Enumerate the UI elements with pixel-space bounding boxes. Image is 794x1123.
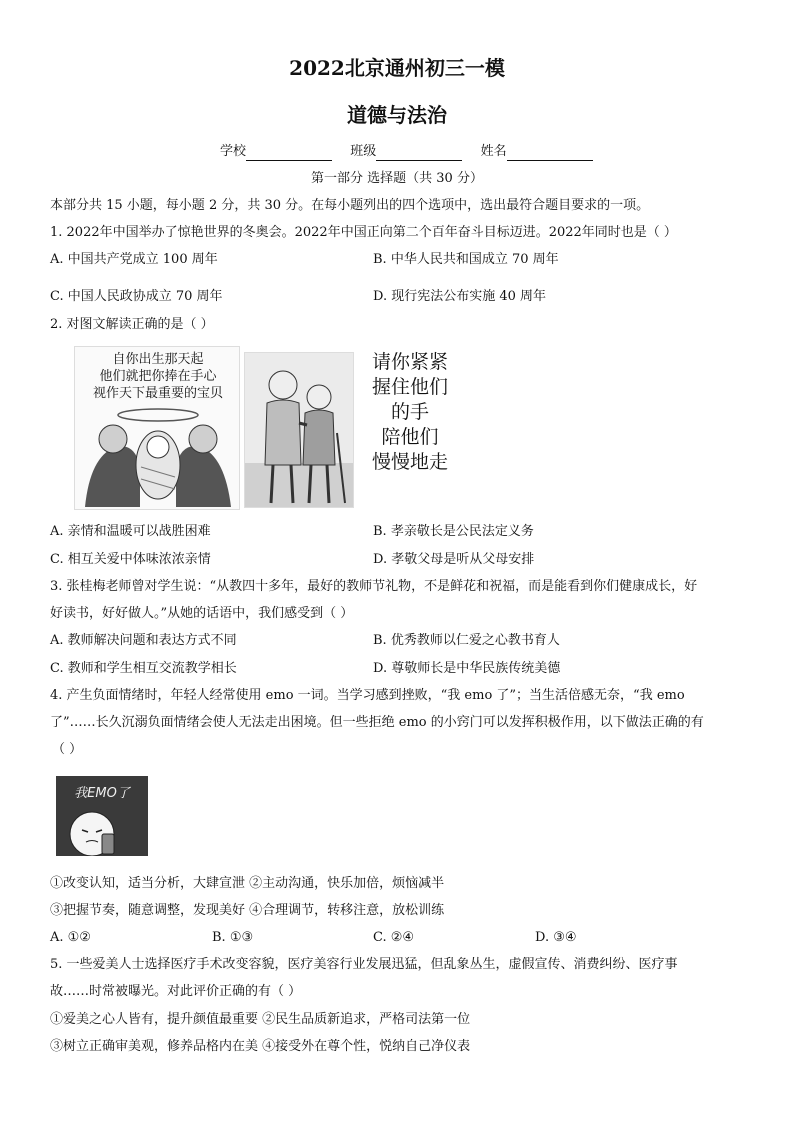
q4-option-c[interactable]: C. ②④ [373, 930, 415, 945]
q1-option-d[interactable]: D. 现行宪法公布实施 40 周年 [373, 289, 547, 304]
q5-stem-line2: 故……时常被曝光。对此评价正确的有（ ） [50, 984, 302, 999]
q2-image-right-caption: 请你紧紧 握住他们 的手 陪他们 慢慢地走 [371, 351, 448, 473]
q4-statements-line1: ①改变认知，适当分析，大肆宣泄 ②主动沟通，快乐加倍，烦恼减半 [50, 876, 445, 891]
q1-option-c[interactable]: C. 中国人民政协成立 70 周年 [50, 289, 223, 304]
q3-stem-line2: 好读书，好好做人。”从她的话语中，我们感受到（ ） [50, 606, 354, 621]
q3-stem-line1: 3. 张桂梅老师曾对学生说：“从教四十多年，最好的教师节礼物，不是鲜花和祝福，而是能看到你们健康成长，好 [50, 579, 698, 594]
q2-option-d[interactable]: D. 孝敬父母是听从父母安排 [373, 552, 535, 567]
q1-option-a[interactable]: A. 中国共产党成立 100 周年 [50, 252, 218, 267]
family-baby-illustration [75, 347, 240, 510]
q4-emo-image [56, 776, 148, 856]
q3-option-c[interactable]: C. 教师和学生相互交流教学相长 [50, 661, 237, 676]
q3-option-a[interactable]: A. 教师解决问题和表达方式不同 [50, 633, 237, 648]
class-label: 班级 [350, 144, 377, 159]
q2-image-middle [244, 352, 354, 508]
q2-image-left-caption: 自你出生那天起 他们就把你捧在手心 视作天下最重要的宝贝 [92, 352, 223, 401]
q2-image-left [74, 346, 240, 510]
subject-title: 道德与法治 [347, 103, 447, 127]
q2-option-c[interactable]: C. 相互关爱中体味浓浓亲情 [50, 552, 211, 567]
instructions: 本部分共 15 小题，每小题 2 分，共 30 分。在每小题列出的四个选项中，选出最符合题目要求的一项。 [50, 198, 650, 213]
class-field[interactable] [376, 147, 462, 161]
q4-option-b[interactable]: B. ①③ [212, 930, 254, 945]
q3-option-b[interactable]: B. 优秀教师以仁爱之心教书育人 [373, 633, 560, 648]
part-title: 第一部分 选择题（共 30 分） [311, 171, 483, 186]
q3-option-d[interactable]: D. 尊敬师长是中华民族传统美德 [373, 661, 561, 676]
q1-option-b[interactable]: B. 中华人民共和国成立 70 周年 [373, 252, 559, 267]
elderly-walking-illustration [245, 353, 354, 508]
q5-stem-line1: 5. 一些爱美人士选择医疗手术改变容貌，医疗美容行业发展迅猛，但乱象丛生，虚假宣传、消费纠纷、医疗事 [50, 957, 678, 972]
name-label: 姓名 [480, 144, 507, 159]
info-line [220, 143, 593, 161]
q4-stem-line1: 4. 产生负面情绪时，年轻人经常使用 emo 一词。当学习感到挫败，“我 emo 了”；当生活倍感无奈，“我 emo [50, 688, 685, 703]
name-field[interactable] [507, 147, 593, 161]
exam-title: 2022北京通州初三一模 [289, 56, 505, 80]
q5-statements-line2: ③树立正确审美观，修养品格内在美 ④接受外在尊个性，悦纳自己净仪表 [50, 1039, 471, 1054]
q5-statements-line1: ①爱美之心人皆有，提升颜值最重要 ②民生品质新追求，严格司法第一位 [50, 1012, 471, 1027]
q4-stem-line3: （ ） [52, 742, 83, 757]
q4-option-d[interactable]: D. ③④ [535, 930, 577, 945]
q4-emo-caption: 我EMO了 [74, 786, 130, 801]
q2-option-a[interactable]: A. 亲情和温暖可以战胜困难 [50, 524, 211, 539]
q2-stem: 2. 对图文解读正确的是（ ） [50, 317, 214, 332]
q4-statements-line2: ③把握节奏，随意调整，发现美好 ④合理调节，转移注意，放松训练 [50, 903, 445, 918]
q2-option-b[interactable]: B. 孝亲敬长是公民法定义务 [373, 524, 534, 539]
school-label: 学校 [220, 144, 247, 159]
q1-stem: 1. 2022年中国举办了惊艳世界的冬奥会。2022年中国正向第二个百年奋斗目标迈进。2022年同时也是（ ） [50, 225, 677, 240]
sad-face-illustration [56, 776, 148, 856]
q4-stem-line2: 了”……长久沉溺负面情绪会使人无法走出困境。但一些拒绝 emo 的小窍门可以发挥积极作用，以下做法正确的有 [50, 715, 704, 730]
q4-option-a[interactable]: A. ①② [50, 930, 91, 945]
school-field[interactable] [246, 147, 332, 161]
